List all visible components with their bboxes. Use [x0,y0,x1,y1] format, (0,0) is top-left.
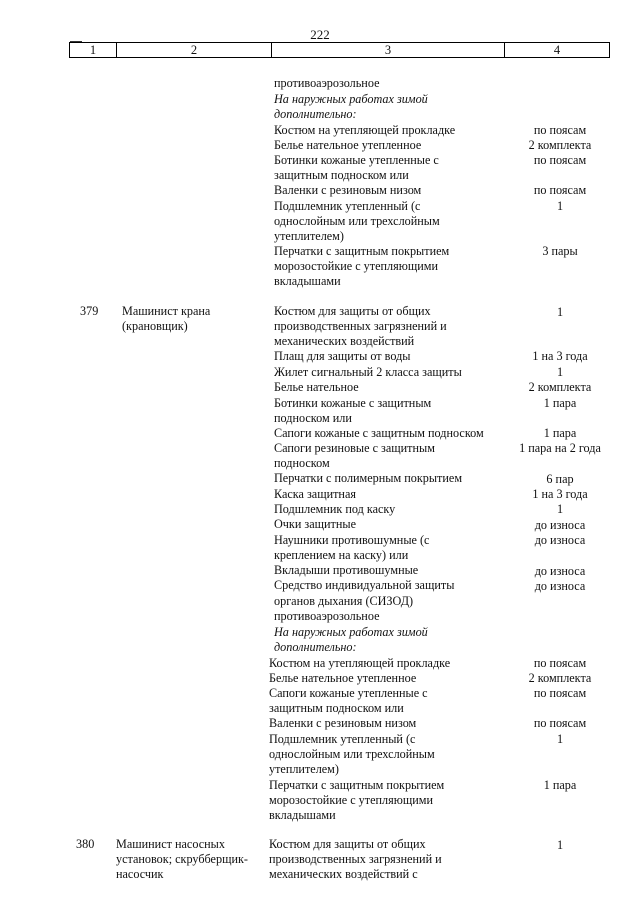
item-quantity: по поясам [533,123,587,137]
item-line: вкладышами [274,274,341,288]
column-header-3: 3 [272,43,505,57]
item-line: вкладышами [269,808,336,822]
item-quantity: до износа [534,564,586,578]
item-line: Ботинки кожаные с защитным [274,396,432,410]
item-quantity: до износа [534,518,586,532]
item-line: Подшлемник утепленный (с [269,732,416,746]
item-line: Валенки с резиновым низом [274,183,422,197]
item-quantity: до износа [534,579,586,593]
section-note: На наружных работах зимой [274,625,428,639]
item-quantity: 1 пара [543,396,577,410]
item-line: защитным подноском или [269,701,404,715]
section-note: На наружных работах зимой [274,92,428,106]
column-header-1: 1 [70,43,117,57]
item-line: Подшлемник утепленный (с [274,199,421,213]
item-quantity: 1 на 3 года [532,349,588,363]
item-line: Сапоги резиновые с защитным [274,441,435,455]
section-note: дополнительно: [274,640,357,654]
item-line: Сапоги кожаные утепленные с [269,686,428,700]
item-line: утеплителем) [274,229,344,243]
item-line: Подшлемник под каску [274,502,396,516]
item-line: механических воздействий с [269,867,418,881]
item-quantity: по поясам [533,153,587,167]
item-quantity: 2 комплекта [528,671,592,685]
item-quantity: 1 [556,838,564,852]
column-header-2: 2 [117,43,272,57]
item-line: Ботинки кожаные утепленные с [274,153,439,167]
item-quantity: по поясам [533,686,587,700]
item-line: Наушники противошумные (с [274,533,430,547]
row-number: 380 [76,837,95,851]
item-line: Костюм для защиты от общих [269,837,426,851]
item-quantity: 1 [556,365,564,379]
item-line: Белье нательное [274,380,359,394]
item-line: противоаэрозольное [274,609,380,623]
page-number: 222 [310,27,330,42]
item-line: однослойным или трехслойным [274,214,440,228]
item-line: Костюм для защиты от общих [274,304,431,318]
item-quantity: 1 [556,502,564,516]
item-line: подноском или [274,411,352,425]
item-line: Перчатки с защитным покрытием [269,778,445,792]
item-line: Вкладыши противошумные [274,563,419,577]
item-line: морозостойкие с утепляющими [269,793,433,807]
column-header-4: 4 [553,42,561,57]
item-line: креплением на каску) или [274,548,409,562]
profession-name: Машинист насосных [116,837,225,851]
item-quantity: 1 на 3 года [532,487,588,501]
item-line: Костюм на утепляющей прокладке [274,123,456,137]
item-quantity: 1 пара [543,778,577,792]
item-quantity: 1 [556,305,564,319]
item-line: Средство индивидуальной защиты [274,578,455,592]
section-note: дополнительно: [274,107,357,121]
profession-name: Машинист крана [122,304,211,318]
item-quantity: по поясам [533,183,587,197]
item-quantity: 1 [556,199,564,213]
item-line: утеплителем) [269,762,339,776]
item-line: Плащ для защиты от воды [274,349,411,363]
profession-name: установок; скрубберщик- [116,852,248,866]
item-line: Сапоги кожаные с защитным подноском [274,426,484,440]
item-quantity: 1 [556,732,564,746]
item-line: подноском [274,456,330,470]
item-line: Каска защитная [274,487,356,501]
item-quantity: 2 комплекта [528,380,592,394]
item-line: Перчатки с защитным покрытием [274,244,450,258]
item-quantity: 6 пар [546,472,574,486]
profession-name: (крановщик) [122,319,188,333]
item-line: органов дыхания (СИЗОД) [274,594,414,608]
item-line: Перчатки с полимерным покрытием [274,471,463,485]
item-quantity: 2 комплекта [528,138,592,152]
item-line: производственных загрязнений и [274,319,447,333]
column-header-row [69,42,610,58]
item-quantity: по поясам [533,716,587,730]
row-number: 379 [80,304,99,318]
item-line: однослойным или трехслойным [269,747,435,761]
item-line: Костюм на утепляющей прокладке [269,656,451,670]
item-line: морозостойкие с утепляющими [274,259,438,273]
item-line: Очки защитные [274,517,356,531]
item-quantity: по поясам [533,656,587,670]
item-line: Жилет сигнальный 2 класса защиты [274,365,462,379]
item-line: Валенки с резиновым низом [269,716,417,730]
profession-name: насосчик [116,867,164,881]
item-line: противоаэрозольное [274,76,380,90]
item-quantity: до износа [534,533,586,547]
item-line: производственных загрязнений и [269,852,442,866]
item-line: механических воздействий [274,334,415,348]
item-line: Белье нательное утепленное [274,138,422,152]
item-quantity: 3 пары [542,244,578,258]
item-line: защитным подноском или [274,168,409,182]
item-quantity: 1 пара [543,426,577,440]
item-line: Белье нательное утепленное [269,671,417,685]
item-quantity: 1 пара на 2 года [519,441,601,455]
